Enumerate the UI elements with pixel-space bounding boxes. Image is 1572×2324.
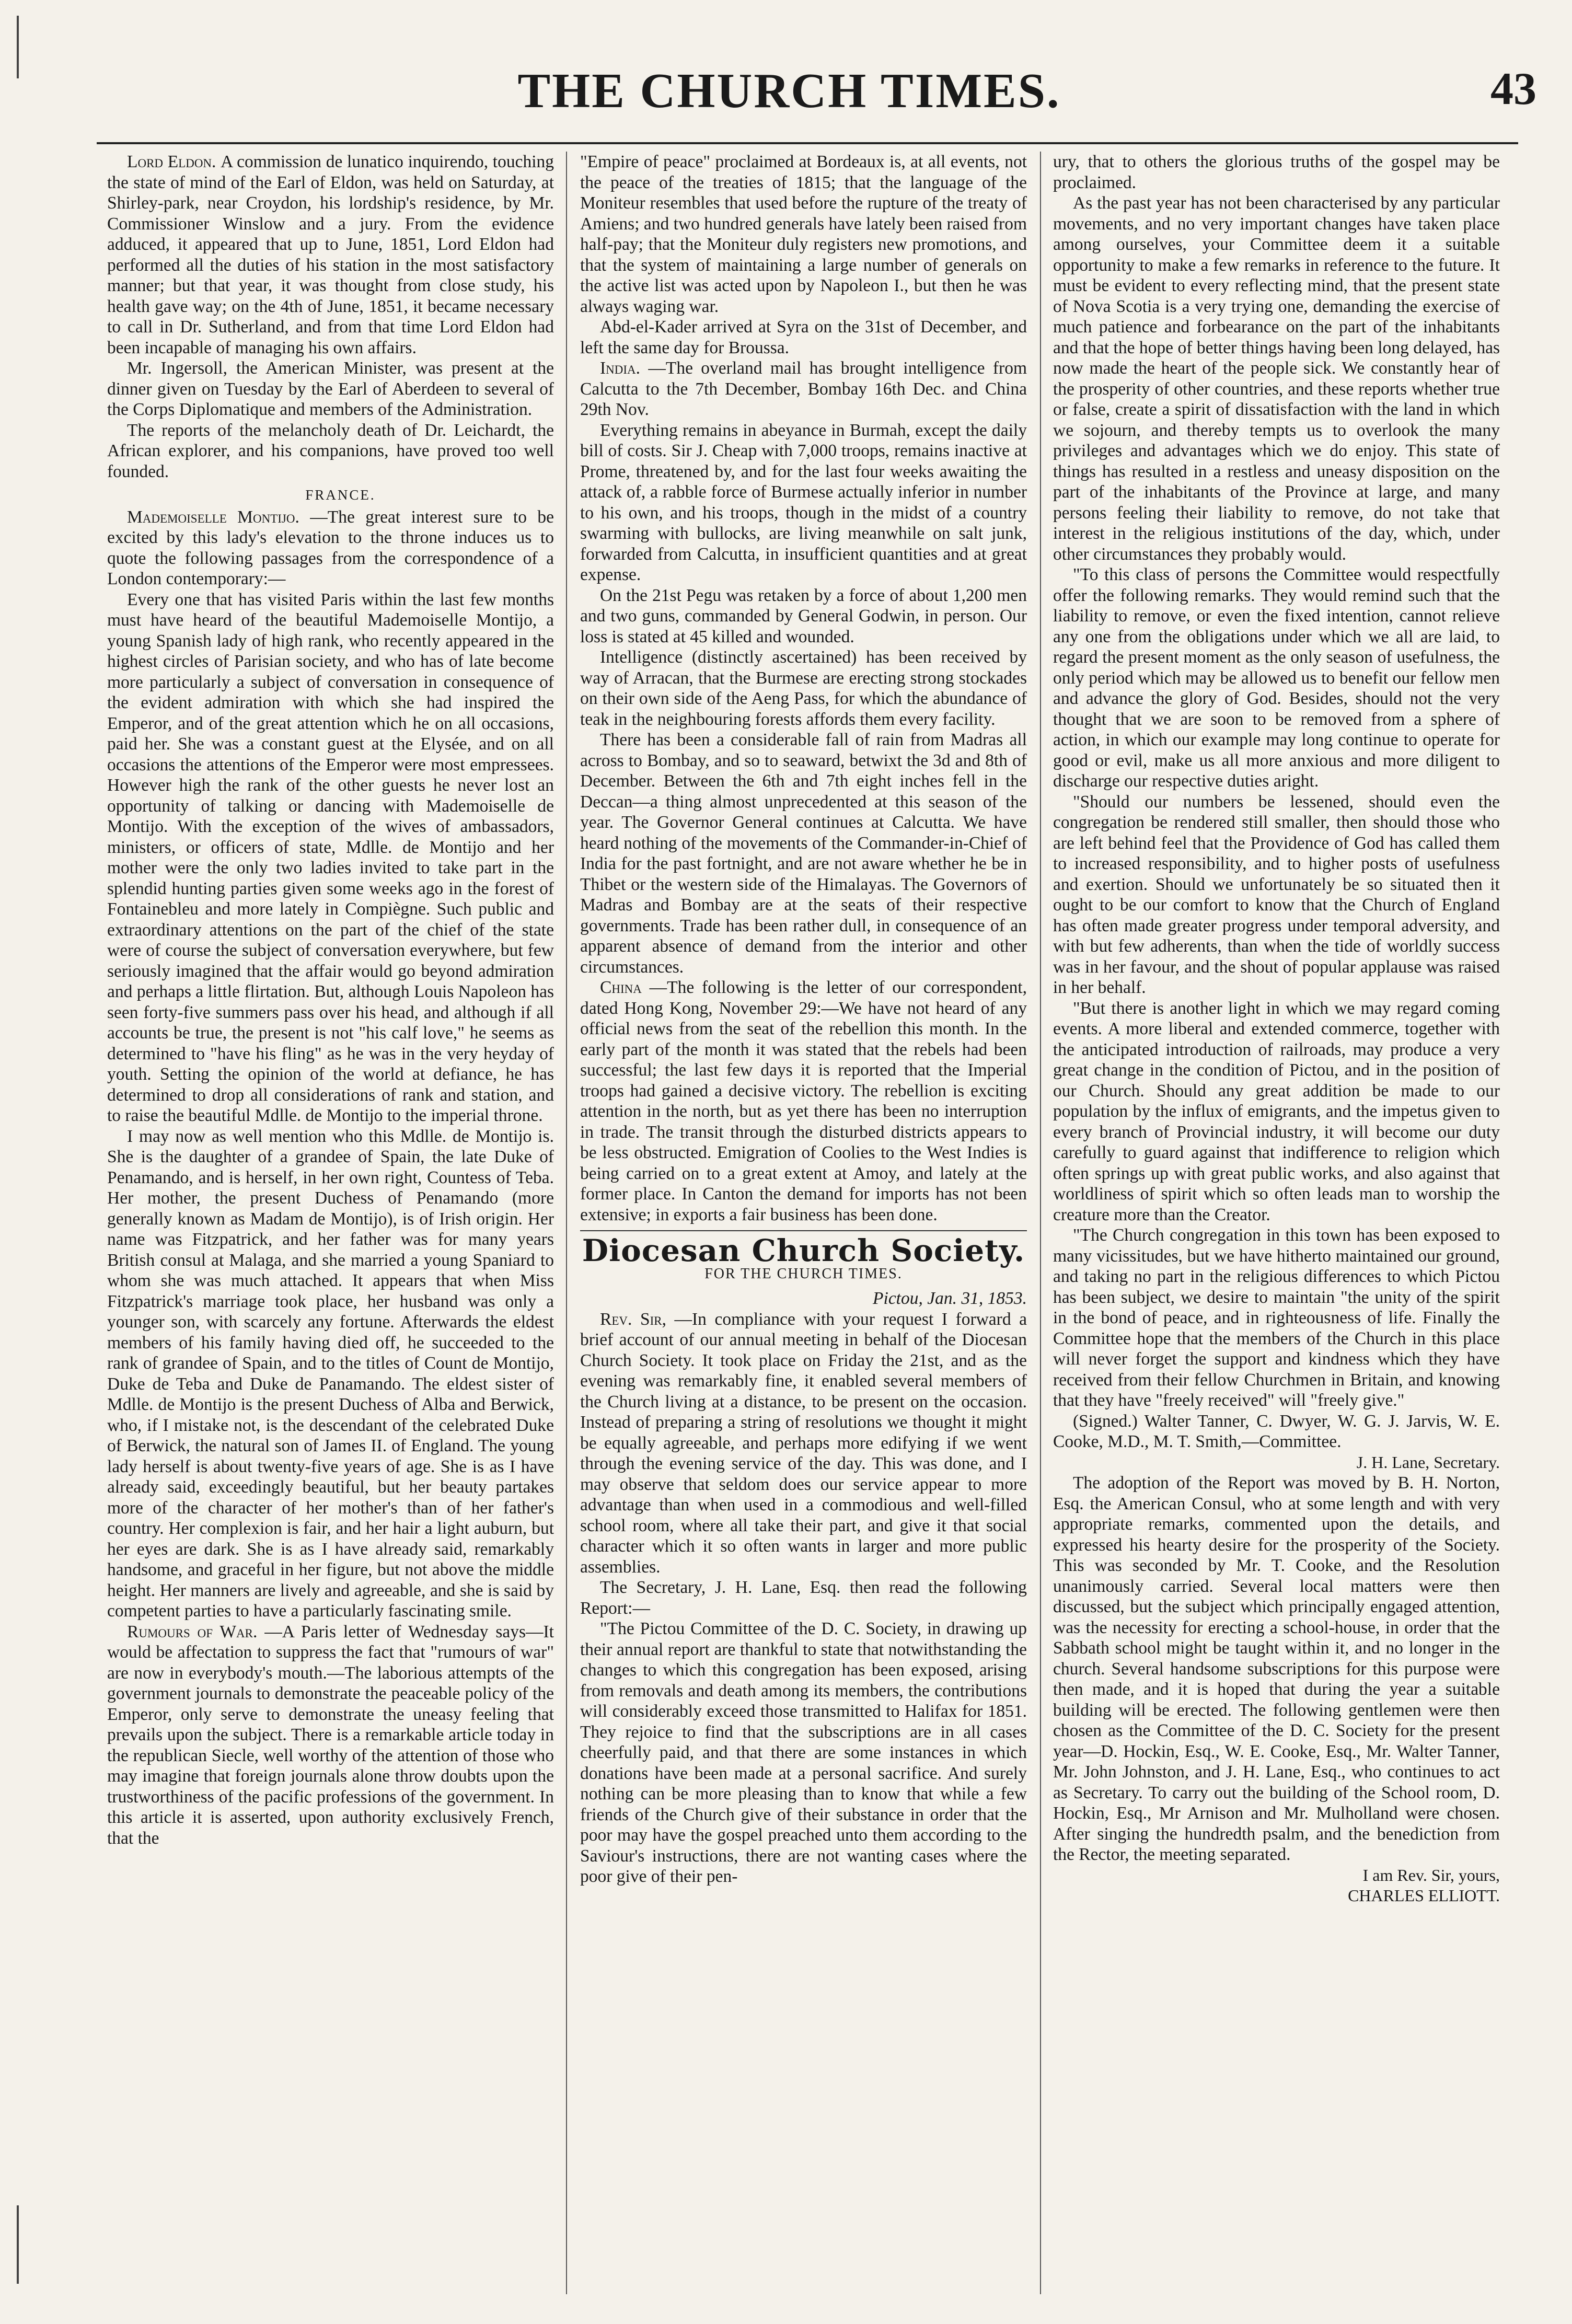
signature-line: CHARLES ELLIOTT. (1348, 1886, 1500, 1905)
article-paragraph (580, 585, 1027, 648)
column-divider (1040, 152, 1041, 2294)
article-paragraph (580, 1618, 1027, 1887)
article-paragraph (580, 1577, 1027, 1618)
article-paragraph (580, 152, 1027, 317)
article-paragraph (107, 420, 554, 482)
paragraph-text: Intelligence (distinctly ascertained) has been received by way of Arracan, that the Burmese are erecting strong stockades on their own side of the Aeng Pass, for which the abundance of teak in the neighbouring forests affords them every facility. (580, 648, 1027, 729)
article-paragraph (107, 1622, 554, 1849)
section-heading: FRANCE. (305, 487, 376, 503)
column-divider (566, 152, 567, 2294)
news-items (580, 152, 1027, 1225)
column-1 (107, 152, 554, 2294)
article-paragraph (1053, 1225, 1500, 1411)
society-heading: Diocesan Church Society. (582, 1233, 1025, 1268)
page-number: 43 (1490, 64, 1536, 114)
paragraph-text: Everything remains in abeyance in Burmah, except the daily bill of costs. Sir J. Cheap with 7,000 troops, remains inactive at Prome, threatened by, and for the last four weeks awaiting the attack of, a rabble force of Burmese actually inferior in number to his own, and his troops, though in the midst of a country swarming with bullocks, are living meanwhile on salt junk, forwarded from Calcutta, in insufficient quantities and at great expense. (580, 420, 1027, 584)
paragraph-lead: Rumours of War. (127, 1622, 265, 1641)
paragraph-text: Abd-el-Kader arrived at Syra on the 31st of December, and left the same day for Broussa. (580, 317, 1027, 357)
margin-mark (17, 16, 19, 78)
paragraph-text: As the past year has not been characterised by any particular movements, and no very important changes have taken place among ourselves, your Committee deem it a suitable opportunity to make a few remarks in reference to the future. It must be evident to every reflecting mind, that the present state of Nova Scotia is a very trying one, demanding the exercise of much patience and forbearance on the part of the inhabitants and that the hope of better things having been long delayed, has now made the heart of the people sick. We constantly hear of the prosperity of other countries, and these reports whether true or false, create a spirit of dissatisfaction with the land in which we sojourn, and thereby tempts us to overlook the many privileges and advantages which we do enjoy. This state of things has resulted in a restless and uneasy disposition on the part of the inhabitants of the Province at large, and many persons feeling their liability to remove, do not take that interest in the religious institutions of the day, which, under other circumstances they probably would. (1053, 193, 1500, 564)
masthead-rule (97, 142, 1518, 144)
article-paragraph (107, 1126, 554, 1622)
article-paragraph (580, 317, 1027, 358)
margin-mark (17, 2205, 19, 2284)
paragraph-text: The Secretary, J. H. Lane, Esq. then read the following Report:— (580, 1578, 1027, 1618)
masthead (31, 0, 1547, 144)
paragraph-lead: China (600, 978, 650, 997)
article-paragraph (580, 977, 1027, 1225)
paragraph-text: —In compliance with your request I forward a brief account of our annual meeting in behalf of the Diocesan Church Society. It took place on Friday the 21st, and as the evening was remarkably fine, it enabled several members of the Church living at a distance, to be present on the occasion. Instead of preparing a string of resolutions we thought it might be equally agreeable, and perhaps more edifying if we went through the evening service of the day. This was done, and I may observe that seldom does our service appear to more advantage than when used in a commodious and well-filled school room, where all take their part, and give it that social character which it so often wants in larger and more public assemblies. (580, 1309, 1027, 1577)
article-paragraph (1053, 998, 1500, 1225)
article-paragraph (1053, 193, 1500, 564)
paragraph-text: —The great interest sure to be excited by this lady's elevation to the throne induces us to quote the following passages from the correspondence of a London contemporary:— (107, 507, 554, 588)
society-letter (580, 1309, 1027, 1887)
paragraph-text: "The Pictou Committee of the D. C. Society, in drawing up their annual report are thankful to state that notwithstanding the changes to which this congregation has been exposed, arising from removals and death among its members, the contributions will considerably exceed those transmitted to Halifax for 1851. They rejoice to find that the subscriptions are in all cases cheerfully paid, and that there are some instances in which donations have been made at a personal sacrifice. And surely nothing can be more pleasing than to know that while a few friends of the Church give of their substance in order that the poor may have the gospel preached unto them according to the Saviour's instructions, there are not wanting cases where the poor give of their pen- (580, 1619, 1027, 1886)
article-paragraph (1053, 152, 1500, 193)
paragraph-text: —The overland mail has brought intelligence from Calcutta to the 7th December, Bombay 16th Dec. and China 29th Nov. (580, 359, 1027, 419)
paragraph-text: —The following is the letter of our correspondent, dated Hong Kong, November 29:—We have not heard of any official news from the seat of the rebellion this month. In the early part of the month it was stated that the rebels had been successful; the last few days it is reported that the Imperial troops had gained a decisive victory. The rebellion is exciting attention in the north, but as yet there has been no interruption in trade. The transit through the disturbed districts appears to be less obstructed. Emigration of Coolies to the West Indies is being carried on to a great extent at Amoy, and lately at the former place. In Canton the demand for imports has not been extensive; in exports a fair business has been done. (580, 978, 1027, 1224)
paragraph-text: The adoption of the Report was moved by B. H. Norton, Esq. the American Consul, who at some length and with very appropriate remarks, commented upon the details, and expressed his hearty desire for the prosperity of the Society. This was seconded by Mr. T. Cooke, and the Resolution unanimously carried. Several local matters were then discussed, but the subject which principally engaged attention, was the necessity for erecting a school-house, in order that the Sabbath school might be taught within it, and no longer in the church. Several handsome subscriptions for this purpose were then made, and it is hoped that during the year a suitable building will be erected. The following gentlemen were then chosen as the Committee of the D. C. Society for the present year—D. Hockin, Esq., W. E. Cooke, Esq., Mr. Walter Tanner, Mr. John Johnston, and J. H. Lane, Esq., who continues to act as Secretary. To carry out the building of the School room, D. Hockin, Esq., Mr Arnison and Mr. Mulholland were chosen. After singing the hundredth psalm, and the benediction from the Rector, the meeting separated. (1053, 1473, 1500, 1864)
paragraph-lead: Lord Eldon. (127, 152, 221, 171)
column-3 (1053, 152, 1500, 2294)
paragraph-lead: India. (600, 359, 649, 378)
article-paragraph (1053, 1473, 1500, 1865)
paragraph-text: "To this class of persons the Committee would respectfully offer the following remarks. They would remind such that the liability to remove, or even the fixed intention, cannot relieve any one from the obligations under which we all are laid, to regard the present moment as the only season of usefulness, the only period which may be allowed us to benefit our fellow men and advance the glory of God. Besides, should not the very thought that we are soon to be removed from a sphere of action, in which our example may long continue to operate for good or evil, make us all more anxious and more diligent to discharge our respective duties aright. (1053, 565, 1500, 791)
article-paragraph (580, 1309, 1027, 1578)
section-rule (580, 1230, 1027, 1231)
paragraph-text: A commission de lunatico inquirendo, touching the state of mind of the Earl of Eldon, was held on Saturday, at Shirley-park, near Croydon, his lordship's residence, by Mr. Commissioner Winslow and a jury. From the evidence adduced, it appeared that up to June, 1851, Lord Eldon had performed all the duties of his station in the most satisfactory manner; but that year, it was thought from close study, his health gave way; on the 4th of June, 1851, it became necessary to call in Dr. Sutherland, and from that time Lord Eldon had been incapable of managing his own affairs. (107, 152, 554, 357)
paragraph-text: "The Church congregation in this town has been exposed to many vicissitudes, but we have hitherto maintained our ground, and taking no part in the religious differences to which Pictou has been subject, we desire to maintain "the unity of the spirit in the bond of peace, and in righteousness of life. Finally the Committee hope that the members of the Church in this place will never forget the support and kindness which they have received from their fellow Churchmen in Britain, and knowing that they have "freely received" will "freely give." (1053, 1225, 1500, 1410)
paragraph-lead: Rev. Sir, (600, 1309, 675, 1329)
article-paragraph (1053, 792, 1500, 998)
article-paragraph (107, 589, 554, 1126)
paragraph-text: "Should our numbers be lessened, should even the congregation be rendered still smaller, then should those who are left behind feel that the Providence of God has called them to increased responsibility, and to higher posts of usefulness and exertion. Should we unfortunately be so situated then it ought to be our comfort to know that the Church of England has often made greater progress under temporal adversity, and with but few adherents, than when the tide of worldly success was in her favour, and the shout of popular applause was raised in her behalf. (1053, 792, 1500, 997)
paragraph-text: ury, that to others the glorious truths of the gospel may be proclaimed. (1053, 152, 1500, 192)
paragraph-text: Mr. Ingersoll, the American Minister, was present at the dinner given on Tuesday by the Earl of Aberdeen to several of the Corps Diplomatique and members of the Administration. (107, 359, 554, 419)
newspaper-title: THE CHURCH TIMES. (517, 64, 1061, 118)
article-paragraph (1053, 1411, 1500, 1452)
society-subheading: FOR THE CHURCH TIMES. (704, 1265, 903, 1282)
article-paragraph (1053, 564, 1500, 792)
dateline: Pictou, Jan. 31, 1853. (873, 1289, 1027, 1308)
paragraph-text: —A Paris letter of Wednesday says—It would be affectation to suppress the fact that "rumours of war" are now in everybody's mouth.—The laborious attempts of the government journals to demonstrate the peaceable policy of the Emperor, only serve to demonstrate the uneasy feeling that prevails upon the subject. There is a remarkable article today in the republican Siecle, well worthy of the attention of those who may imagine that foreign journals alone throw doubts upon the trustworthiness of the pacific professions of the government. In this article it is asserted, upon authority exclusively French, that the (107, 1622, 554, 1848)
article-paragraph (107, 152, 554, 358)
paragraph-text: There has been a considerable fall of rain from Madras all across to Bombay, and so to seaward, betwixt the 3d and 8th of December. Between the 6th and 7th eight inches fell in the Deccan—a thing almost unprecedented at this season of the year. The Governor General continues at Calcutta. We have heard nothing of the movements of the Commander-in-Chief of India for the past fortnight, and are not aware whether he be in Thibet or the western side of the Himalayas. The Governors of Madras and Bombay are at the seats of their respective governments. Trade has been rather dull, in consequence of an apparent absence of demand from the interior and other circumstances. (580, 730, 1027, 977)
article-paragraph (580, 420, 1027, 585)
signature-line: J. H. Lane, Secretary. (1356, 1452, 1500, 1472)
paragraph-text: I may now as well mention who this Mdlle. de Montijo is. She is the daughter of a grandee of Spain, the late Duke of Penamando, and is herself, in her own right, Countess of Teba. Her mother, the present Duchess of Penamando (more generally known as Madam de Montijo), is of Irish origin. Her name was Fitzpatrick, and her father was for many years British consul at Malaga, and she married a young Spaniard to whom she was much attached. It appears that when Miss Fitzpatrick's marriage took place, her husband was only a younger son, with scarcely any fortune. Afterwards the eldest members of his family having died off, he succeeded to the rank of grandee of Spain, and to the titles of Count de Montijo, Duke de Teba and Duke de Panamando. The eldest sister of Mdlle. de Montijo is the present Duchess of Alba and Berwick, who, if I mistake not, is the descendant of the celebrated Duke of Berwick, the natural son of James II. of England. The young lady herself is about twenty-five years of age. She is as I have already said, exceedingly beautiful, but her beauty partakes more of the character of her mother's than of her father's country. Her complexion is fair, and her hair a light auburn, but her eyes are dark. She is as I have already said, remarkably handsome, and graceful in her figure, but not above the middle height. Her manners are lively and agreeable, and she is said by competent parties to have a particularly fascinating smile. (107, 1126, 554, 1621)
article-paragraph (107, 358, 554, 420)
paragraph-text: "Empire of peace" proclaimed at Bordeaux is, at all events, not the peace of the treaties of 1815; that the language of the Moniteur resembles that used before the rupture of the treaty of Amiens; and two hundred generals have lately been raised from half-pay; that the Moniteur duly registers new promotions, and that the system of maintaining a large number of generals on the active list was acted upon by Napoleon I., but then he was always waging war. (580, 152, 1027, 316)
signature-line: I am Rev. Sir, yours, (1362, 1865, 1500, 1884)
paragraph-text: Every one that has visited Paris within the last few months must have heard of the beautiful Mademoiselle Montijo, a young Spanish lady of high rank, who recently appeared in the highest circles of Parisian society, and who has of late become more particularly a subject of conversation in consequence of the evident admiration with which she had inspired the Emperor, and of the great attention which he on all occasions, paid her. She was a constant guest at the Elysée, and on all occasions the attentions of the Emperor were most empressees. However high the rank of the other guests he never lost an opportunity of talking or dancing with Mademoiselle de Montijo. With the exception of the wives of ambassadors, ministers, or officers of state, Mdlle. de Montijo and her mother were the only two ladies invited to take part in the splendid hunting parties given some weeks ago in the forest of Fontainebleu and more lately in Compiègne. Such public and extraordinary attentions on the part of the chief of the state were of course the subject of conversation everywhere, but few seriously imagined that the affair would go beyond admiration and perhaps a little flirtation. But, although Louis Napoleon has seen forty-five summers pass over his head, and although if all accounts be true, the present is not "his calf love," he seems as determined to "have his fling" as he was in the very heyday of youth. Setting the opinion of the world at defiance, he has determined to drop all considerations of rank and station, and to raise the beautiful Mdlle. de Montijo to the imperial throne. (107, 589, 554, 1125)
article-paragraph (580, 358, 1027, 420)
column-2 (580, 152, 1027, 2294)
paragraph-text: "But there is another light in which we may regard coming events. A more liberal and extended commerce, together with the anticipated introduction of railroads, may produce a very great change in the condition of Pictou, and in the position of our Church. Should any great addition be made to our population by the influx of emigrants, and the impetus given to every branch of Provincial industry, it will become our duty carefully to guard against that indifference to religion which often springs up with great public works, and also against that worldliness of spirit which so often leads man to worship the creature more than the Creator. (1053, 998, 1500, 1224)
paragraph-lead: Mademoiselle Montijo. (127, 507, 310, 527)
article-paragraph (580, 730, 1027, 977)
article-paragraph (580, 647, 1027, 730)
article-paragraph (107, 507, 554, 589)
paragraph-text: (Signed.) Walter Tanner, C. Dwyer, W. G. J. Jarvis, W. E. Cooke, M.D., M. T. Smith,—Committee. (1053, 1411, 1500, 1451)
paragraph-text: The reports of the melancholy death of Dr. Leichardt, the African explorer, and his companions, have proved too well founded. (107, 420, 554, 481)
paragraph-text: On the 21st Pegu was retaken by a force of about 1,200 men and two guns, commanded by General Godwin, in person. Our loss is stated at 45 killed and wounded. (580, 585, 1027, 646)
